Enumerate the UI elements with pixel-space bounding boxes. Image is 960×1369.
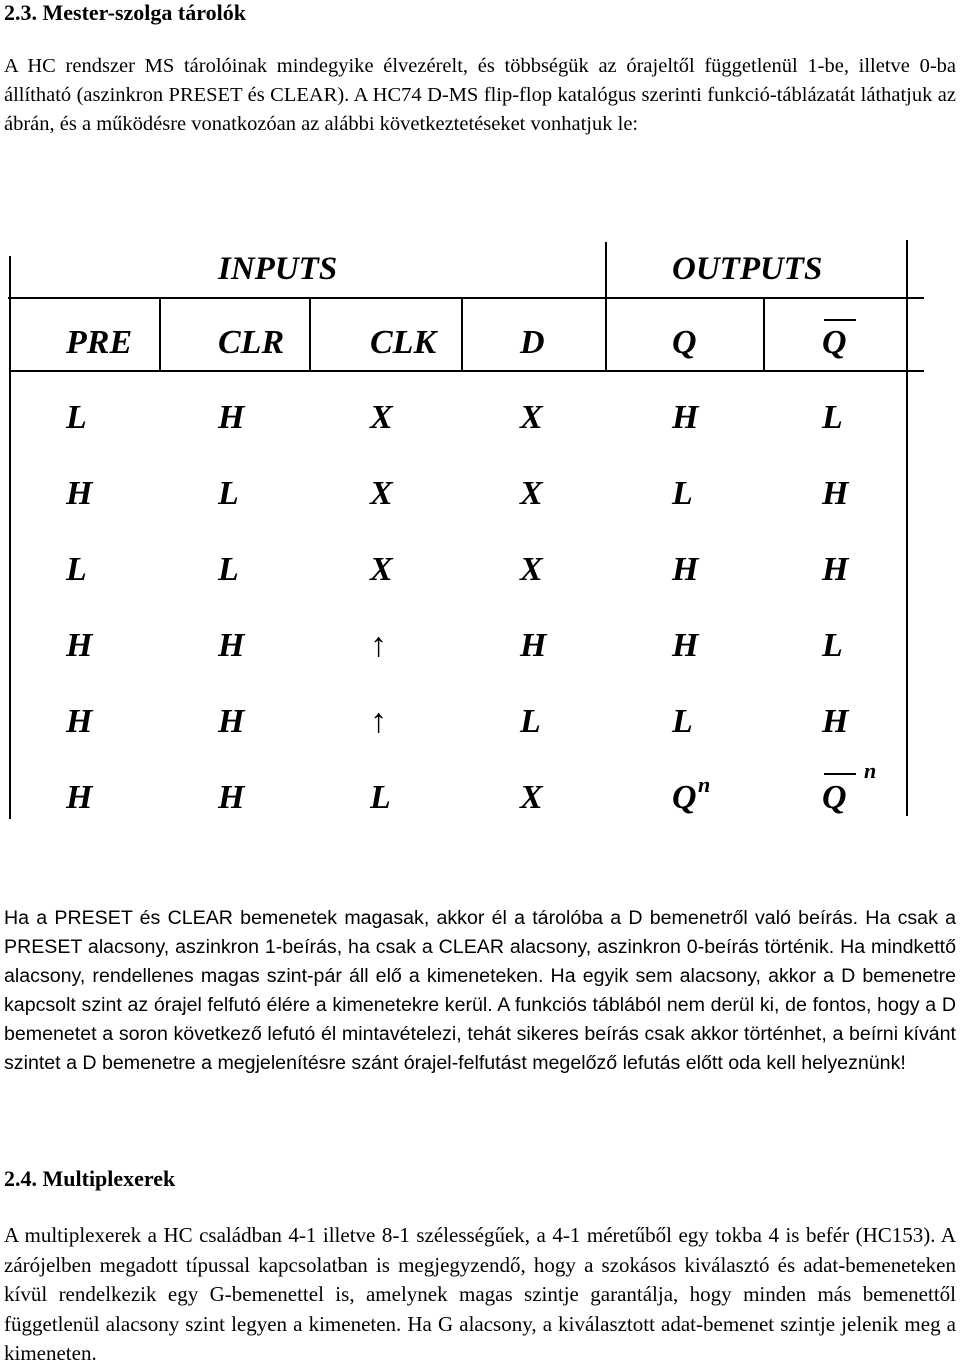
cell-r1-q: H bbox=[672, 399, 699, 436]
cell-r6-clk: L bbox=[370, 779, 391, 816]
intro-paragraph: A HC rendszer MS tárolóinak mindegyike élvezérelt, és többségük az órajeltől függetlenül 1-be, illetve 0-ba állítható (aszinkron PRESET és CLEAR). A HC74 D-MS flip-flop katalógus szerinti funkció-táblázatát láthatjuk az ábrán, és a működésre vonatkozóan az alábbi következtetéseket vonhatjuk le: bbox=[4, 55, 956, 136]
cell-r5-q: L bbox=[672, 703, 693, 740]
outputs-group-label: OUTPUTS bbox=[672, 251, 823, 287]
cell-r3-d: X bbox=[520, 551, 543, 588]
cell-r1-clr: H bbox=[218, 399, 245, 436]
cell-r6-pre: H bbox=[66, 779, 93, 816]
cell-r6-qbar: Q bbox=[822, 779, 847, 816]
cell-r3-qbar: H bbox=[822, 551, 849, 588]
column-q: Q bbox=[672, 324, 697, 361]
cell-r5-pre: H bbox=[66, 703, 93, 740]
cell-r6-clr: H bbox=[218, 779, 245, 816]
cell-r5-qbar: H bbox=[822, 703, 849, 740]
function-table bbox=[0, 236, 960, 826]
cell-r3-clr: L bbox=[218, 551, 239, 588]
cell-r1-pre: L bbox=[66, 399, 87, 436]
cell-r2-d: X bbox=[520, 475, 543, 512]
cell-r5-clk-rising-edge-icon: ↑ bbox=[370, 703, 387, 740]
cell-r4-q: H bbox=[672, 627, 699, 664]
cell-r1-qbar: L bbox=[822, 399, 843, 436]
multiplexer-paragraph: A multiplexerek a HC családban 4-1 illetve 8-1 szélességűek, a 4-1 méretűből egy tokba 4 is befér (HC153). A zárójelben megadott típussal kapcsolatban is megjegyzendő, hogy a szokásos kiválasztó és adat-bemeneteken kívül rendelkezik egy G-bemenettel is, amelynek magas szintje garantálja, hogy minden más bemenettől függetlenül alacsony szint legyen a kimeneten. Ha G alacsony, a kiválasztott adat-bemenet szintje jelenik meg a kimeneten. bbox=[4, 1223, 956, 1366]
cell-r6-q: Q bbox=[672, 779, 697, 816]
cell-r4-qbar: L bbox=[822, 627, 843, 664]
function-description-paragraph: Ha a PRESET és CLEAR bemenetek magasak, akkor él a tárolóba a D bemenetről való beírás. Ha csak a PRESET alacsony, aszinkron 1-beírás, ha csak a CLEAR alacsony, aszinkron 0-beírás történik. Ha mindkettő alacsony, rendellenes magas szint-pár áll elő a kimeneteken. Ha egyik sem alacsony, akkor a D bemenetre kapcsolt szint az órajel felfutó élére a kimenetekre kerül. A funkciós táblából nem derül ki, de fontos, hogy a D bemenetet a soron következő lefutó él mintavételezi, tehát sikeres beírás csak akkor történhet, a beírni kívánt szintet a D bemenetre a megjelenítésre szánt órajel-felfutást megelőző lefutás előtt oda kell helyeznünk! bbox=[4, 907, 956, 1075]
cell-r5-clr: H bbox=[218, 703, 245, 740]
column-clk: CLK bbox=[370, 324, 437, 361]
cell-r5-d: L bbox=[520, 703, 541, 740]
cell-r1-clk: X bbox=[370, 399, 393, 436]
cell-r3-clk: X bbox=[370, 551, 393, 588]
cell-r2-qbar: H bbox=[822, 475, 849, 512]
section-heading-multiplexers: 2.4. Multiplexerek bbox=[4, 1166, 176, 1191]
cell-r2-clr: L bbox=[218, 475, 239, 512]
cell-r4-clk-rising-edge-icon: ↑ bbox=[370, 627, 387, 664]
column-q-bar: Q bbox=[822, 324, 847, 361]
column-clr: CLR bbox=[218, 324, 285, 361]
column-d: D bbox=[520, 324, 545, 361]
cell-r4-clr: H bbox=[218, 627, 245, 664]
cell-r6-qbar-superscript: n bbox=[864, 758, 877, 783]
function-table-figure bbox=[0, 236, 960, 826]
cell-r4-d: H bbox=[520, 627, 547, 664]
column-pre: PRE bbox=[66, 324, 133, 361]
cell-r1-d: X bbox=[520, 399, 543, 436]
cell-r2-clk: X bbox=[370, 475, 393, 512]
cell-r2-q: L bbox=[672, 475, 693, 512]
cell-r6-d: X bbox=[520, 779, 543, 816]
cell-r3-q: H bbox=[672, 551, 699, 588]
section-heading-ms-latches: 2.3. Mester-szolga tárolók bbox=[4, 0, 246, 25]
cell-r3-pre: L bbox=[66, 551, 87, 588]
inputs-group-label: INPUTS bbox=[218, 251, 338, 287]
cell-r6-q-superscript: n bbox=[698, 772, 711, 797]
cell-r2-pre: H bbox=[66, 475, 93, 512]
cell-r4-pre: H bbox=[66, 627, 93, 664]
